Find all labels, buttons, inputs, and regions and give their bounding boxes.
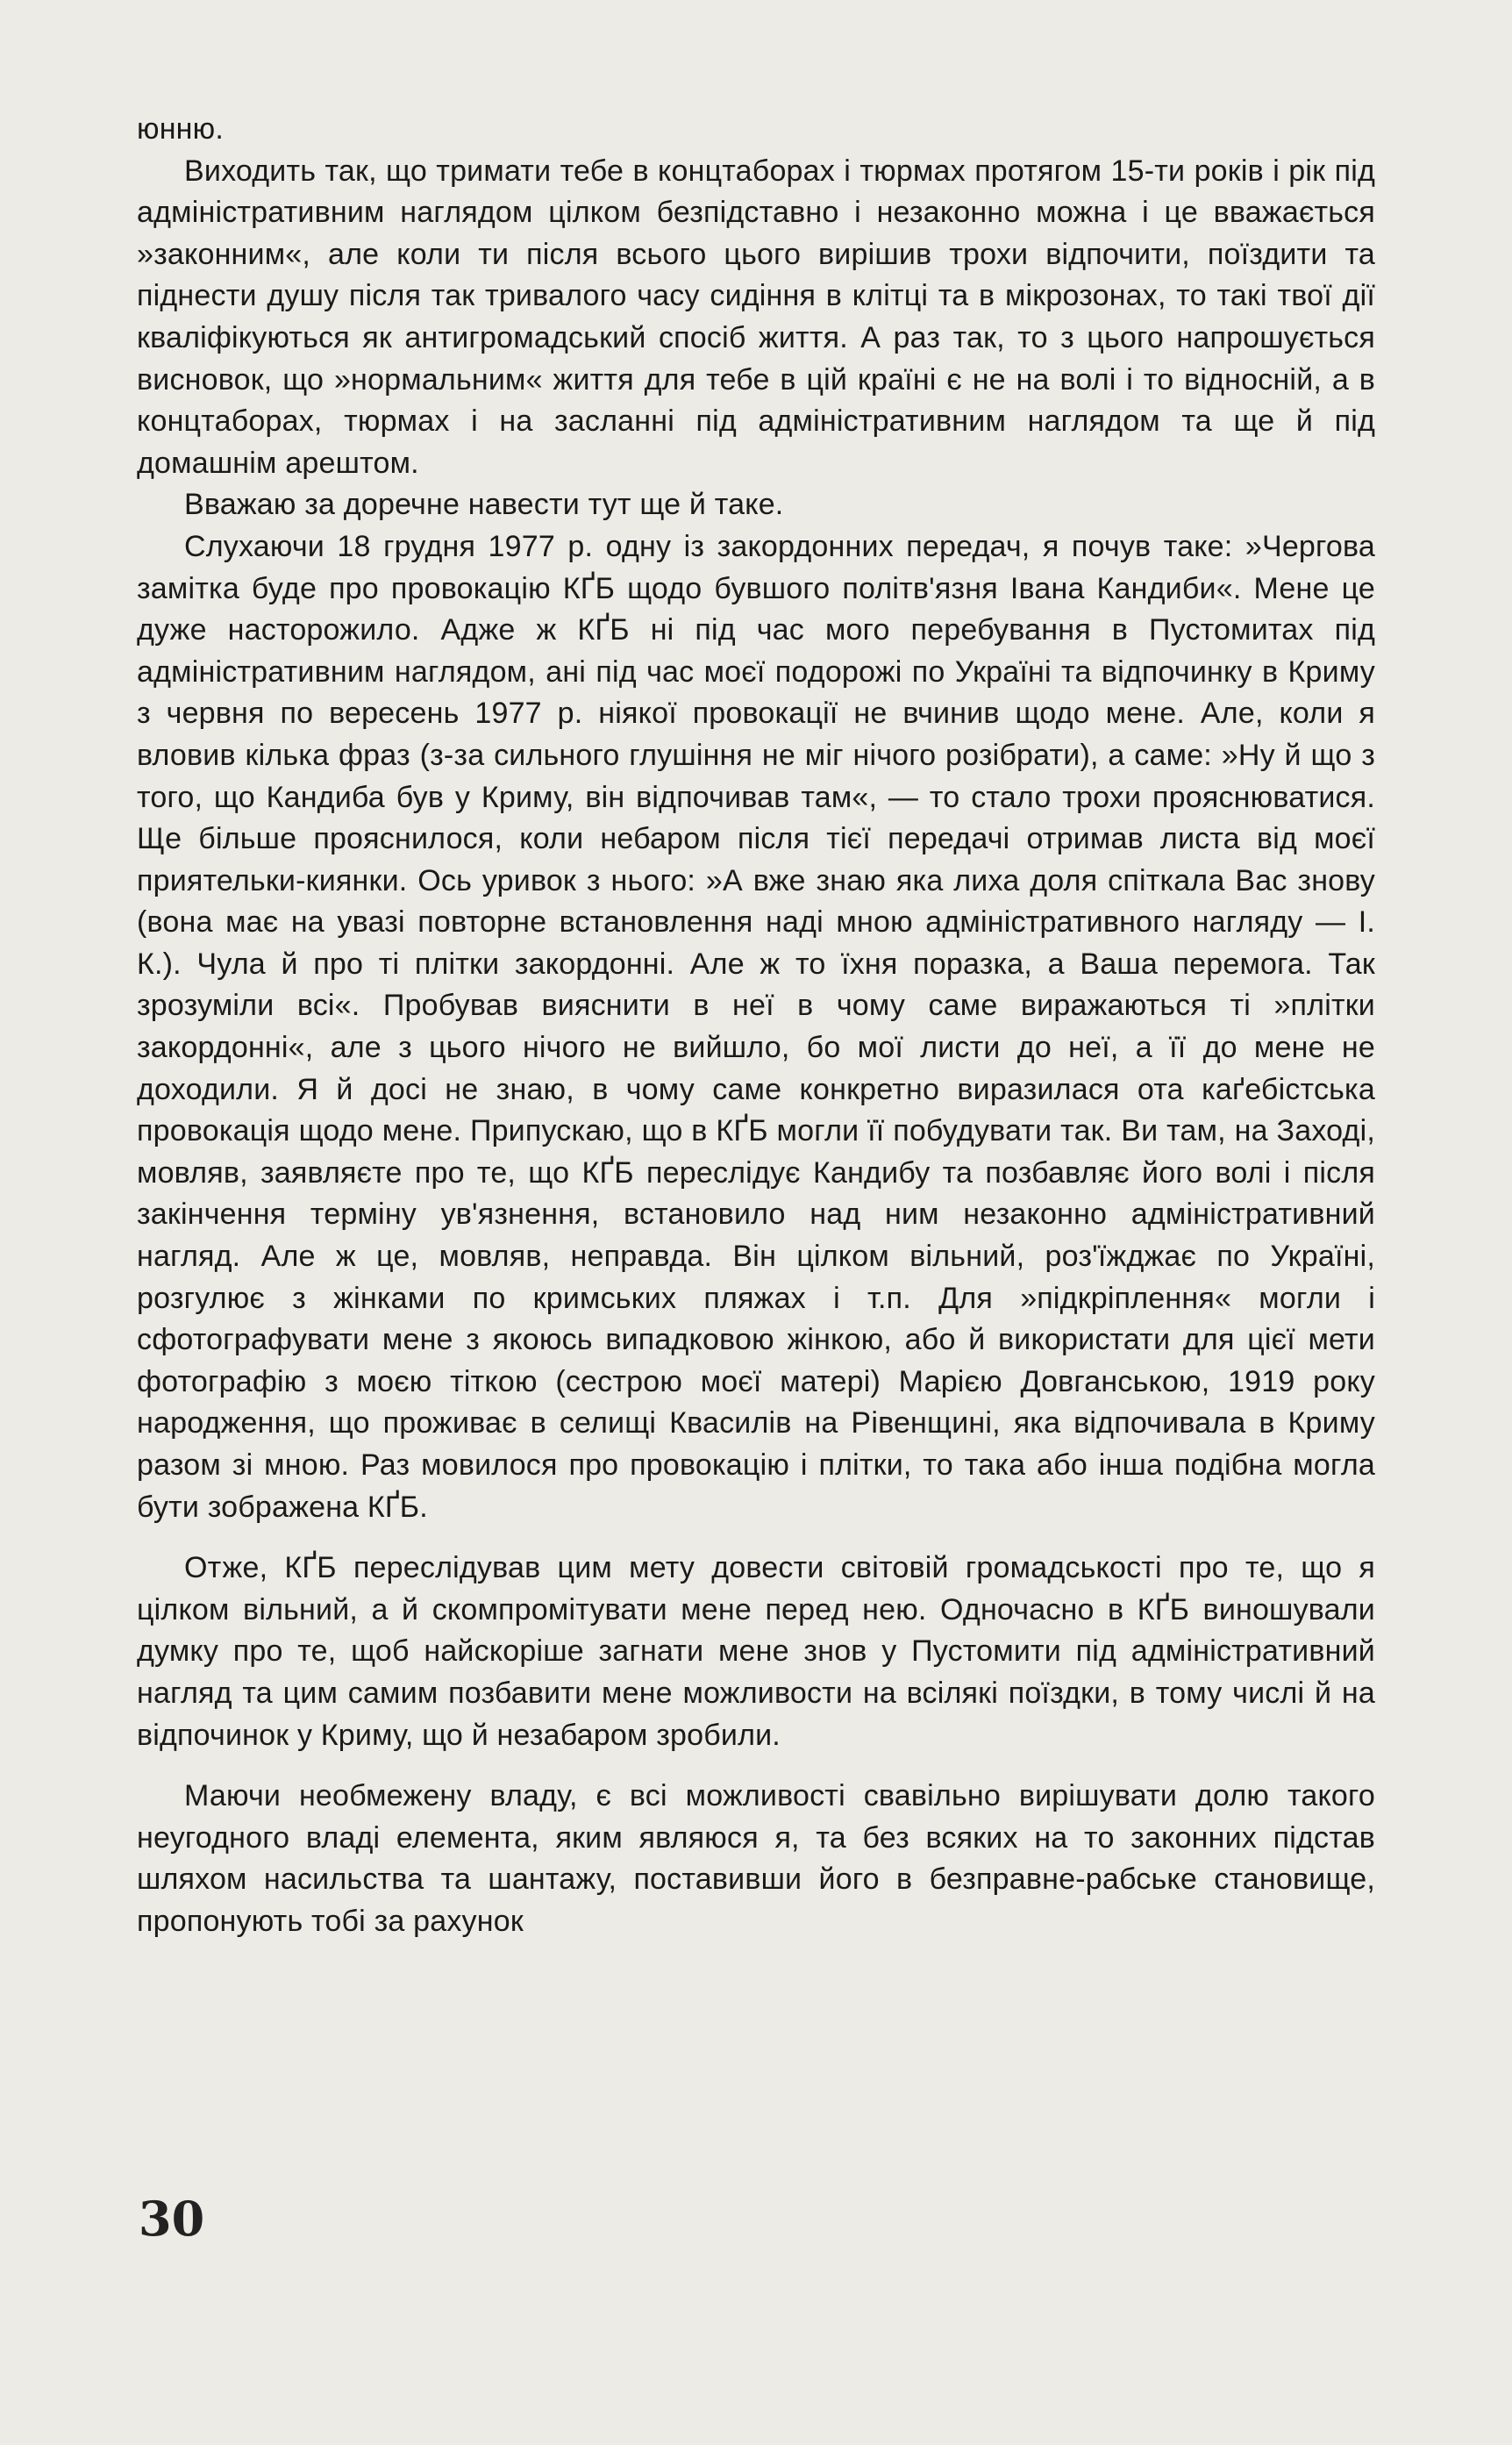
paragraph: Виходить так, що тримати тебе в концтаборах і тюрмах протягом 15-ти років і рік під адміністративним наглядом цілком безпідставно і незаконно можна і це вважається »законним«, але коли ти після всього цього вирішив трохи відпочити, поїздити та піднести душу після так тривалого часу сидіння в клітці та в мікрозонах, то такі твої дії кваліфікуються як антигромадський спосіб життя. А раз так, то з цього напрошується висновок, що »нормальним« життя для тебе в цій країні є не на волі і то відносній, а в концтаборах, тюрмах і на засланні під адміністративним наглядом та ще й під домашнім арештом. [137,154,1375,480]
paragraph: Отже, КҐБ переслідував цим мету довести світовій громадськості про те, що я цілком вільний, а й скомпромітувати мене перед нею. Одночасно в КҐБ виношували думку про те, щоб найскоріше загнати мене знов у Пустомити під адміністративний нагляд та цим самим позбавити мене можливости на всілякі поїздки, в тому числі й на відпочинок у Криму, що й незабаром зробили. [137,1551,1375,1752]
page-number: 30 [139,2191,205,2247]
paragraph: Маючи необмежену владу, є всі можливості свавільно вирішувати долю такого неугодного владі елемента, яким являюся я, та без всяких на то законних підстав шляхом насильства та шантажу, поставивши його в безправне-рабське становище, пропонують тобі за рахунок [137,1779,1375,1938]
paragraph: Вважаю за доречне навести тут ще й таке. [184,488,784,522]
paragraph: Слухаючи 18 грудня 1977 р. одну із закордонних передач, я почув таке: »Чергова замітка буде про провокацію КҐБ щодо бувшого політв'язня Івана Кандиби«. Мене це дуже насторожило. Адже ж КҐБ ні під час мого перебування в Пустомитах під адміністративним наглядом, ані під час моєї подорожі по Україні та відпочинку в Криму з червня по вересень 1977 р. ніякої провокації не вчинив щодо мене. Але, коли я вловив кілька фраз (з-за сильного глушіння не міг нічого розібрати), а саме: »Ну й що з того, що Кандиба був у Криму, він відпочивав там«, — то стало трохи прояснюватися. Ще більше прояснилося, коли небаром після тієї передачі отримав листа від моєї приятельки-киянки. Ось уривок з нього: »А вже знаю яка лиха доля спіткала Вас знову (вона має на увазі повторне встановлення наді мною адміністративного нагляду — І. К.). Чула й про ті плітки закордонні. Але ж то їхня поразка, а Ваша перемога. Так зрозуміли всі«. Пробував вияснити в неї в чому саме виражаються ті »плітки закордонні«, але з цього нічого не вийшло, бо мої листи до неї, а її до мене не доходили. Я й досі не знаю, в чому саме конкретно виразилася ота каґебістська провокація щодо мене. Припускаю, що в КҐБ могли її побудувати так. Ви там, на Заході, мовляв, заявляєте про те, що КҐБ переслідує Кандибу та позбавляє його волі і після закінчення терміну ув'язнення, встановило над ним незаконно адміністративний нагляд. Але ж це, мовляв, неправда. Він цілком вільний, роз'їжджає по Україні, розгулює з жінками по кримських пляжах і т.п. Для »підкріплення« могли і сфотографувати мене з якоюсь випадковою жінкою, або й використати для цієї мети фотографію з моєю тіткою (сестрою моєї матері) Марією Довганською, 1919 року народження, що проживає в селищі Квасилів на Рівенщині, яка відпочивала в Криму разом зі мною. Раз мовилося про провокацію і плітки, то така або інша подібна могла бути зображена КҐБ. [137,529,1375,1524]
body-text [137,109,1375,1943]
paragraph-continuation: юнню. [137,112,224,146]
